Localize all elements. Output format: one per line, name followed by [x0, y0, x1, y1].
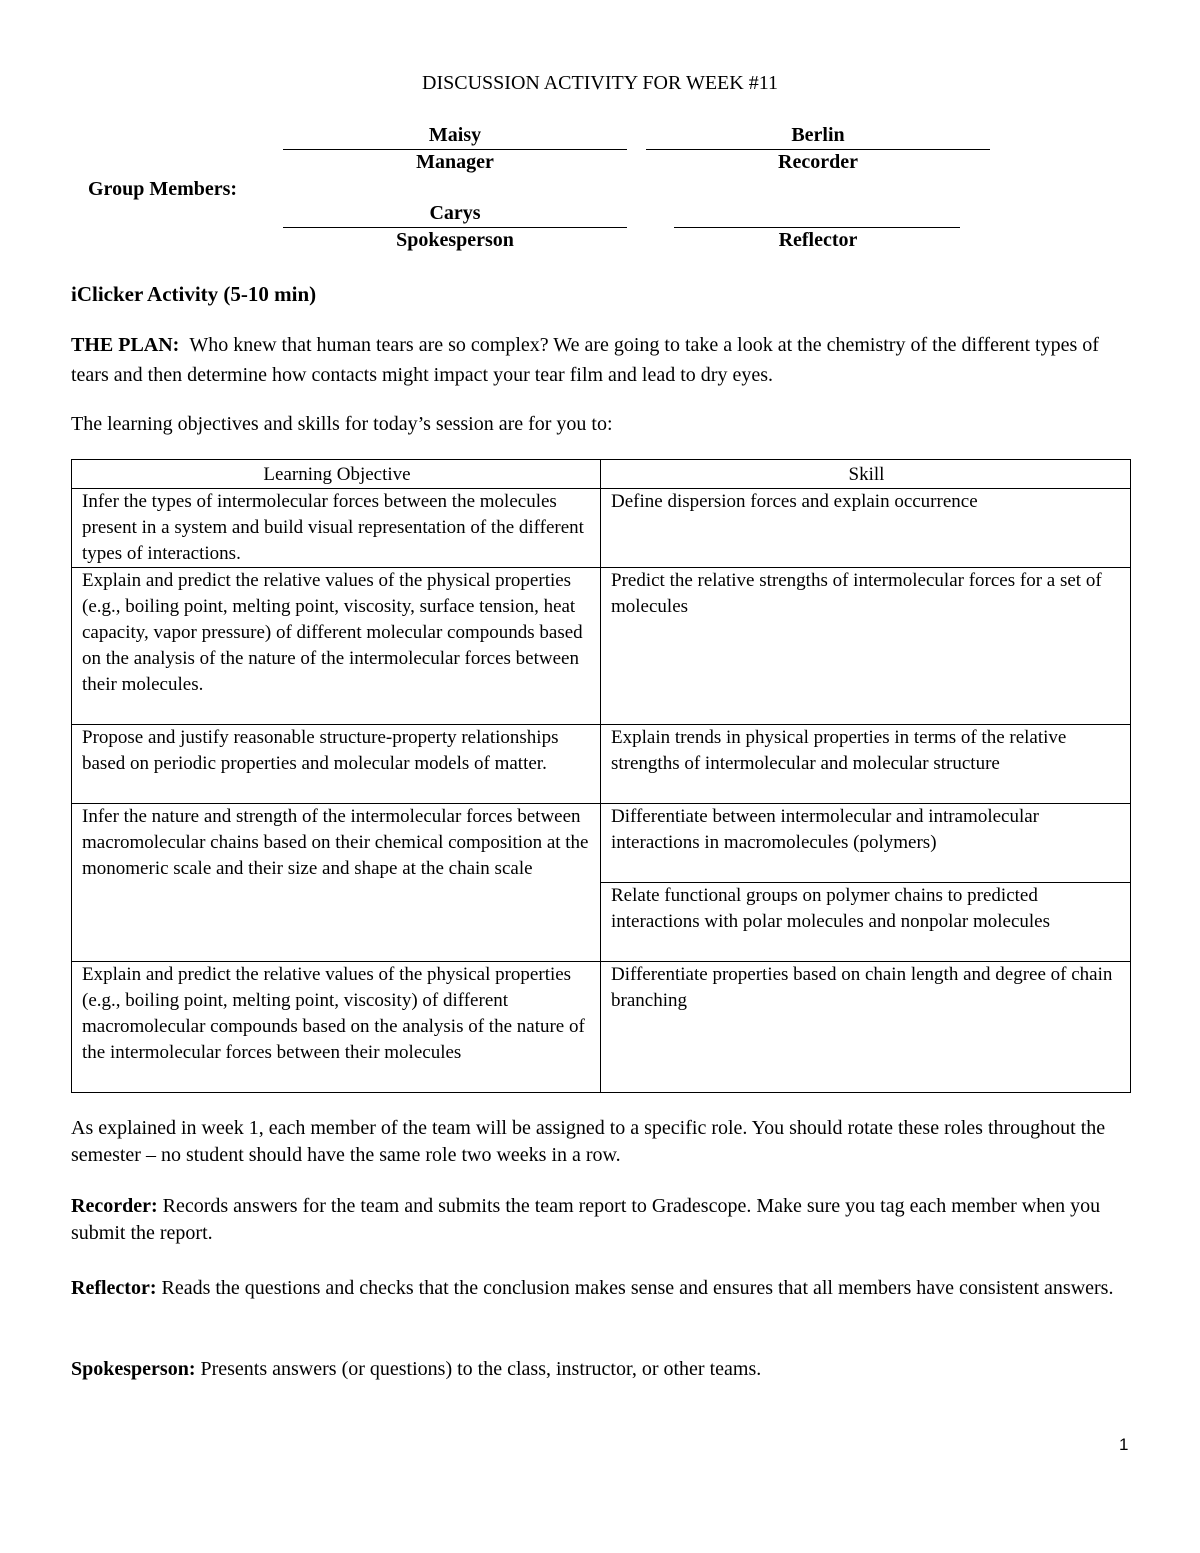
- table-row: [72, 962, 1131, 1093]
- role-description-text: Reads the questions and checks that the conclusion makes sense and ensures that all members have consistent answers.: [161, 1277, 1114, 1299]
- plan-paragraph: [71, 330, 1131, 390]
- skill-cell: Differentiate between intermolecular and intramolecular interactions in macromolecules (polymers): [601, 804, 1131, 883]
- table-row: [72, 804, 1131, 883]
- page-title: DISCUSSION ACTIVITY FOR WEEK #11: [422, 72, 778, 94]
- skill-cell: Differentiate properties based on chain length and degree of chain branching: [601, 962, 1131, 1093]
- activity-heading: iClicker Activity (5-10 min): [71, 282, 317, 306]
- plan-label: THE PLAN:: [71, 334, 180, 356]
- member-name-manager: Maisy: [283, 123, 627, 150]
- skill-cell: Explain trends in physical properties in terms of the relative strengths of intermolecular and molecular structure: [601, 725, 1131, 804]
- table-row: [72, 568, 1131, 725]
- objective-cell: Infer the nature and strength of the intermolecular forces between macromolecular chains based on their chemical composition at the monomeric scale and their size and shape at the chain scale: [72, 804, 601, 962]
- skill-cell: Define dispersion forces and explain occurrence: [601, 489, 1131, 568]
- role-label-spokesperson: Spokesperson: [396, 229, 514, 251]
- page-number: 1: [1119, 1435, 1129, 1454]
- objectives-table: [71, 459, 1131, 1093]
- role-description-label: Reflector:: [71, 1277, 157, 1299]
- objectives-intro: The learning objectives and skills for today’s session are for you to:: [71, 413, 613, 435]
- objective-cell: Explain and predict the relative values of the physical properties (e.g., boiling point, melting point, viscosity) of different macromolecular compounds based on the analysis of the nature of the intermolecular forces between their molecules: [72, 962, 601, 1093]
- role-description-spokesperson: [71, 1356, 1131, 1383]
- roles-intro: As explained in week 1, each member of the team will be assigned to a specific role. You should rotate these roles throughout the semester – no student should have the same role two weeks in a row.: [71, 1117, 1106, 1166]
- table-row: [72, 725, 1131, 804]
- role-description-text: Records answers for the team and submits the team report to Gradescope. Make sure you tag each member when you submit the report.: [71, 1195, 1101, 1244]
- member-name-reflector: [674, 201, 960, 228]
- objective-cell: Explain and predict the relative values of the physical properties (e.g., boiling point, melting point, viscosity, surface tension, heat capacity, vapor pressure) of different molecular compounds based on the analysis of the nature of the intermolecular forces between their molecules.: [72, 568, 601, 725]
- role-description-recorder: [71, 1193, 1131, 1247]
- role-label-reflector: Reflector: [778, 229, 858, 251]
- role-label-recorder: Recorder: [778, 151, 858, 173]
- role-description-text: Presents answers (or questions) to the class, instructor, or other teams.: [200, 1358, 762, 1380]
- table-header-objective: Learning Objective: [72, 460, 601, 489]
- group-members-label: Group Members:: [88, 178, 238, 200]
- role-description-label: Recorder:: [71, 1195, 158, 1217]
- member-name-recorder: Berlin: [646, 123, 990, 150]
- role-description-label: Spokesperson:: [71, 1358, 196, 1380]
- role-label-manager: Manager: [416, 151, 494, 173]
- table-row: [72, 489, 1131, 568]
- plan-text: Who knew that human tears are so complex? We are going to take a look at the chemistry of the different types of tears and then determine how contacts might impact your tear film and lead to dry eyes.: [71, 334, 1099, 386]
- table-header-skill: Skill: [601, 460, 1131, 489]
- member-name-spokesperson: Carys: [283, 201, 627, 228]
- role-description-reflector: [71, 1275, 1131, 1302]
- objective-cell: Infer the types of intermolecular forces between the molecules present in a system and build visual representation of the different types of interactions.: [72, 489, 601, 568]
- skill-cell: Relate functional groups on polymer chains to predicted interactions with polar molecules and nonpolar molecules: [601, 883, 1131, 962]
- objective-cell: Propose and justify reasonable structure-property relationships based on periodic properties and molecular models of matter.: [72, 725, 601, 804]
- skill-cell: Predict the relative strengths of intermolecular forces for a set of molecules: [601, 568, 1131, 725]
